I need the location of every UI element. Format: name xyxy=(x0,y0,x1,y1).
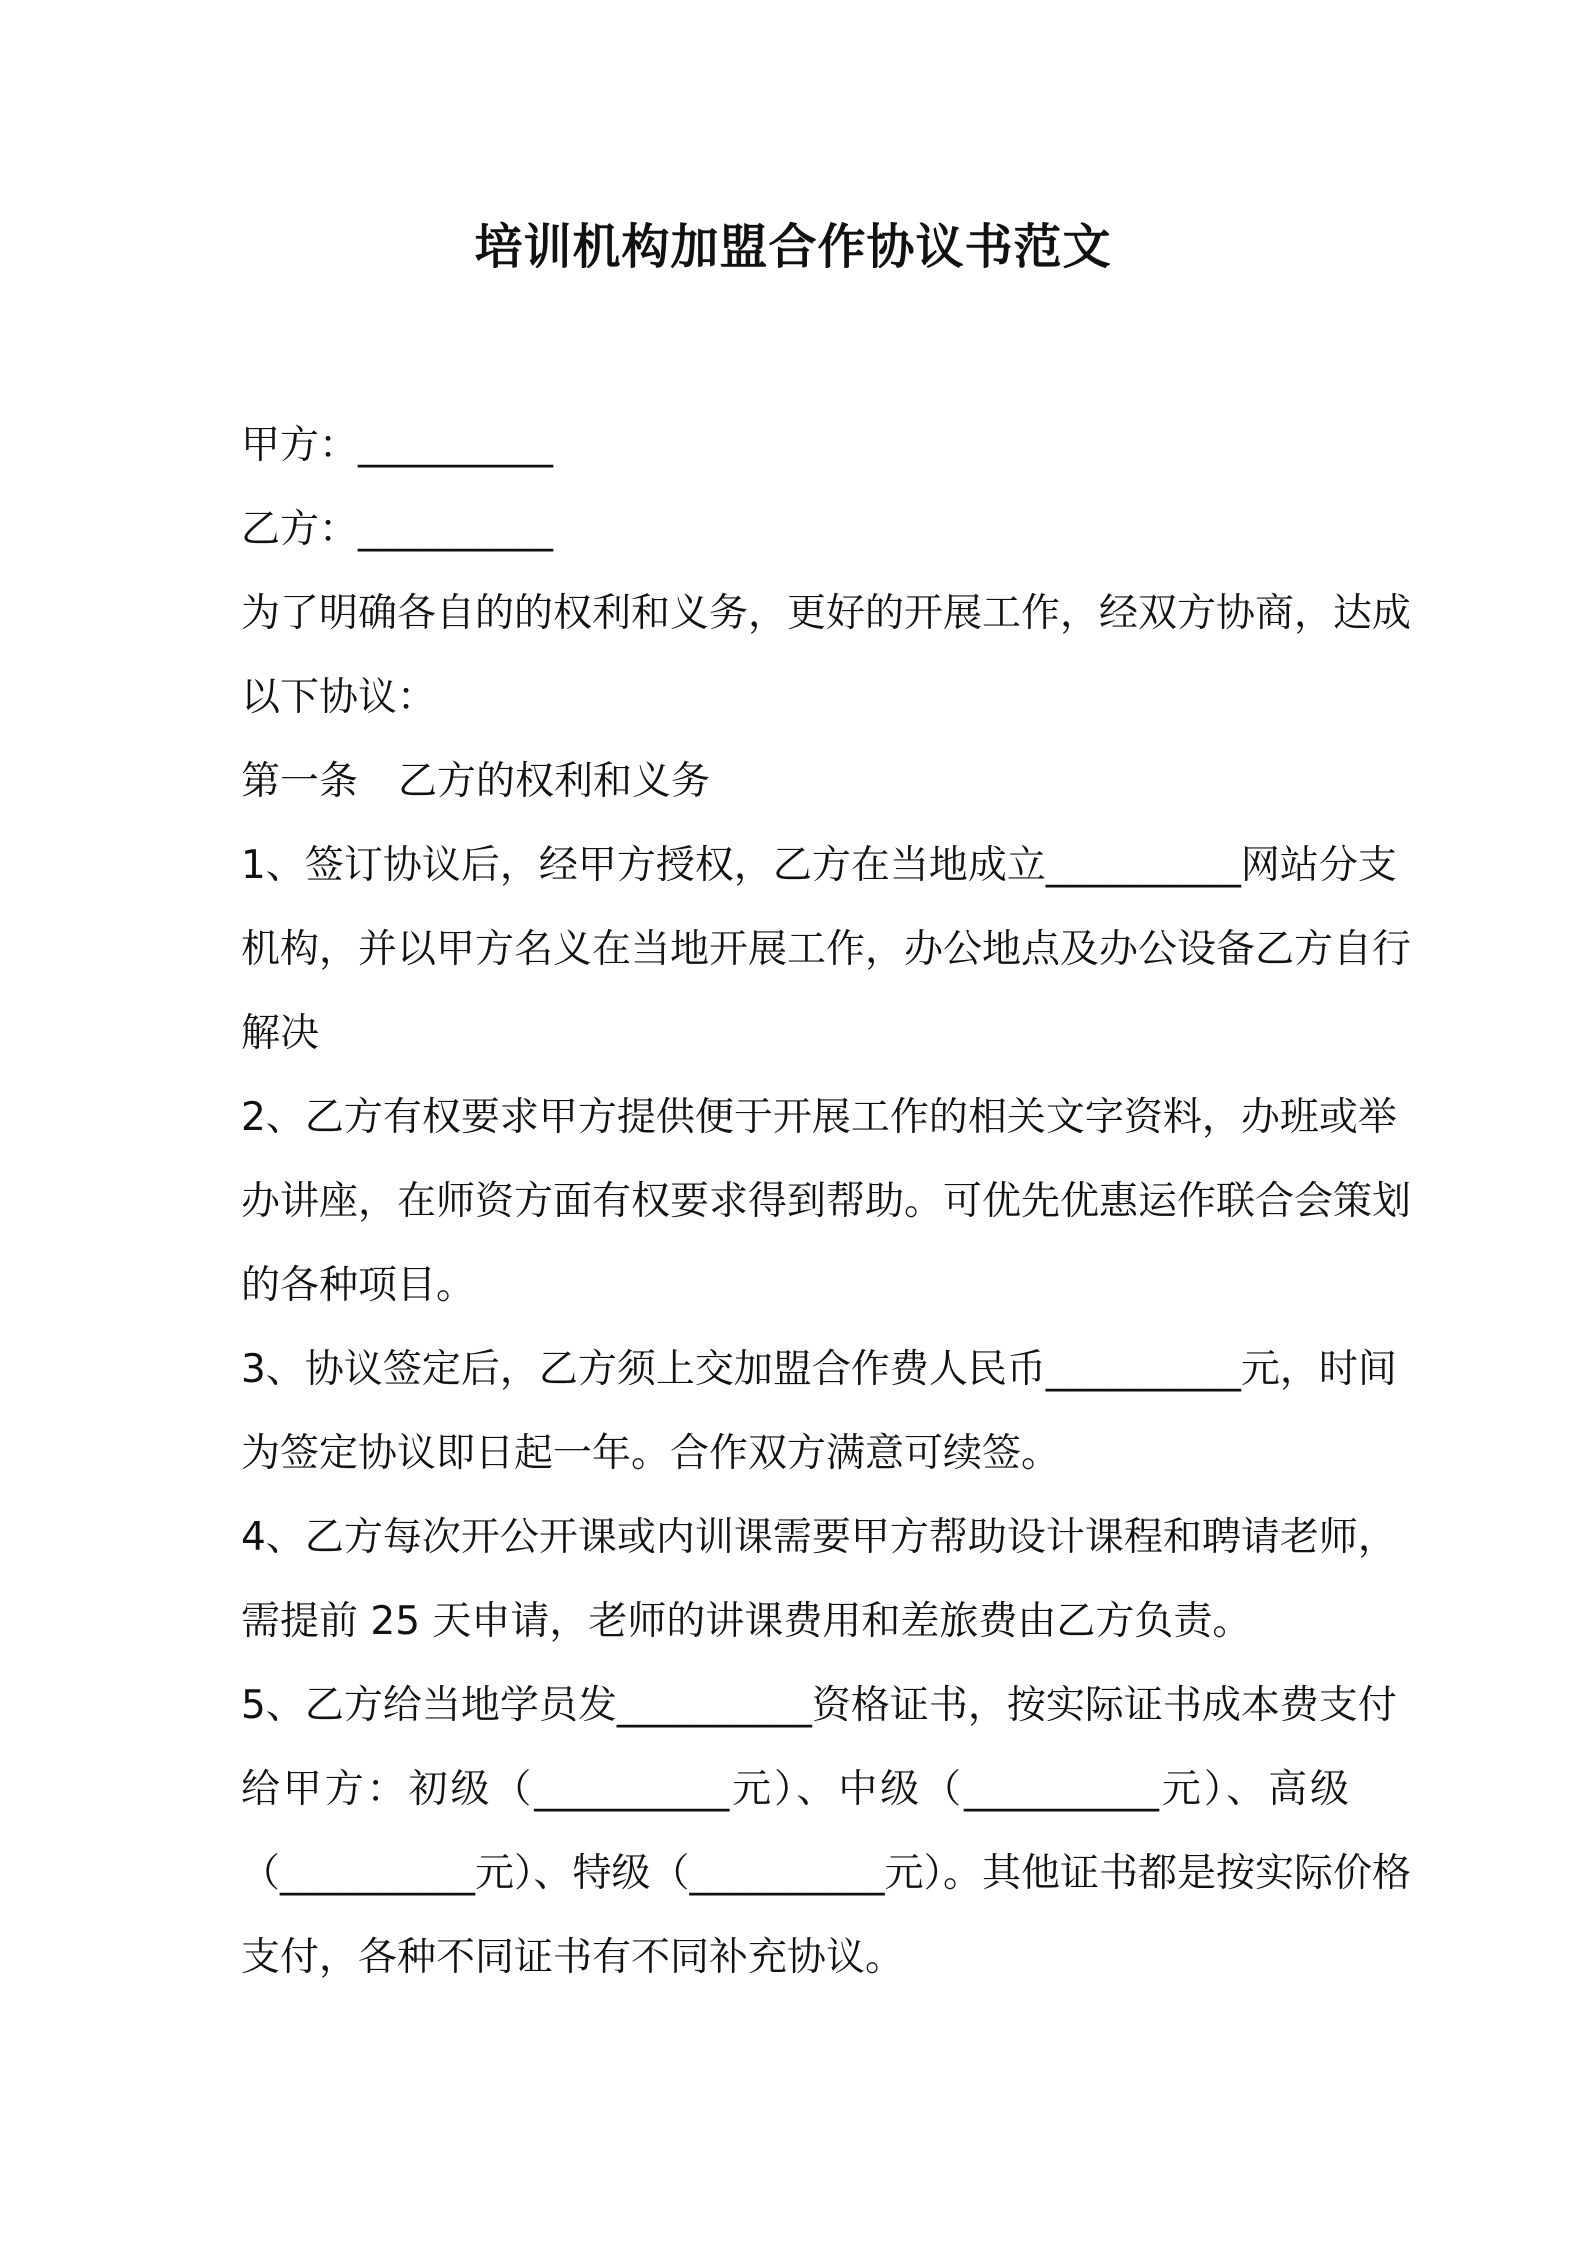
party-a-line: 甲方：__________ xyxy=(241,423,554,468)
clause-5 xyxy=(241,1664,1412,2000)
clause-line: 4、乙方每次开公开课或内训课需要甲方帮助设计课程和聘请老师， xyxy=(241,1515,1397,1560)
intro-line-1: 为了明确各自的的权利和义务，更好的开展工作，经双方协商，达成 xyxy=(241,591,1412,636)
clause-2 xyxy=(241,1076,1412,1328)
article-heading-text: 乙方的权利和义务 xyxy=(398,759,711,804)
clause-line: 为签定协议即日起一年。合作双方满意可续签。 xyxy=(241,1431,1061,1476)
clause-line: 支付，各种不同证书有不同补充协议。 xyxy=(241,1935,905,1980)
clause-line: 机构，并以甲方名义在当地开展工作，办公地点及办公设备乙方自行 xyxy=(241,927,1412,972)
clause-line: 办讲座，在师资方面有权要求得到帮助。可优先优惠运作联合会策划 xyxy=(241,1179,1412,1224)
clause-line: 解决 xyxy=(241,1011,320,1056)
clause-line: 3、协议签定后，乙方须上交加盟合作费人民币__________元，时间 xyxy=(241,1347,1397,1392)
clause-line: 2、乙方有权要求甲方提供便于开展工作的相关文字资料，办班或举 xyxy=(241,1095,1397,1140)
clause-1 xyxy=(241,824,1412,1076)
clause-line: （__________元）、特级（__________元）。其他证书都是按实际价格 xyxy=(241,1851,1412,1896)
clause-line: 需提前 25 天申请，老师的讲课费用和差旅费由乙方负责。 xyxy=(241,1599,1252,1644)
party-b-line: 乙方：__________ xyxy=(241,507,554,552)
clause-4 xyxy=(241,1496,1397,1664)
clause-line: 的各种项目。 xyxy=(241,1263,476,1308)
document-title: 培训机构加盟合作协议书范文 xyxy=(474,219,1112,275)
clause-line: 1、签订协议后，经甲方授权，乙方在当地成立__________网站分支 xyxy=(241,843,1397,888)
article-heading xyxy=(241,740,1349,824)
intro-line-2: 以下协议： xyxy=(241,675,437,720)
clause-3 xyxy=(241,1328,1397,1496)
article-number: 第一条 xyxy=(241,759,359,804)
clause-line: 5、乙方给当地学员发__________资格证书，按实际证书成本费支付 xyxy=(241,1683,1397,1728)
document-body xyxy=(241,404,1412,2000)
clause-line: 给甲方：初级（__________元）、中级（__________元）、高级 xyxy=(241,1767,1349,1812)
